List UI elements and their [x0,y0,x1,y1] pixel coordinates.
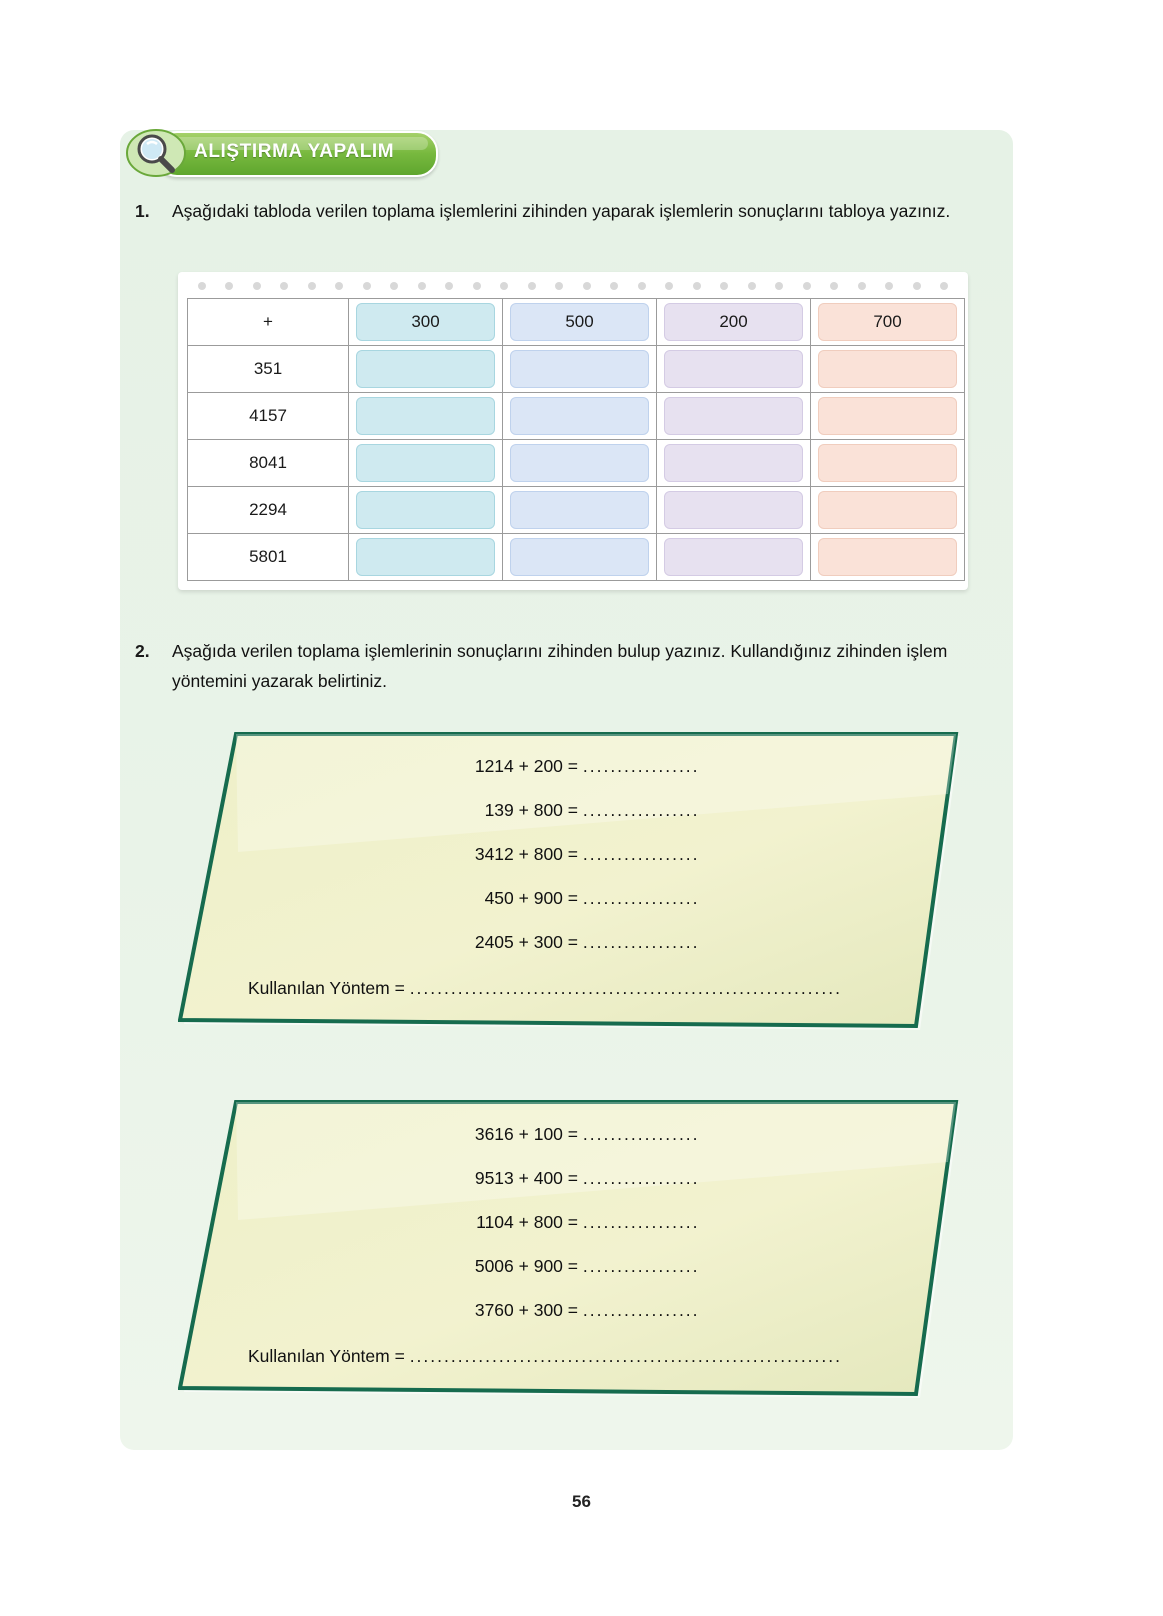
equation-left: 5006 + 900 = [474,1256,578,1276]
table-col-header-0 [349,299,503,346]
equation-row [428,1212,858,1233]
row-label-4: 5801 [188,534,349,581]
answer-cell-4-3[interactable] [811,534,965,581]
magnifier-icon [126,128,188,178]
equation-row [428,888,858,909]
question-2-text: Aşağıda verilen toplama işlemlerinin sonuçlarını zihinden bulup yazınız. Kullandığınız zihinden işlem yöntemini yazarak belirtiniz. [172,641,948,691]
equation-answer-blank[interactable]: ................. [582,844,700,864]
answer-chip[interactable] [664,397,803,435]
answer-cell-1-2[interactable] [657,393,811,440]
equation-row [428,1300,858,1321]
answer-cell-2-0[interactable] [349,440,503,487]
answer-chip[interactable] [510,397,649,435]
answer-chip[interactable] [356,444,495,482]
equation-left: 2405 + 300 = [474,932,578,952]
method-answer-blank[interactable]: ............................................................... [409,1346,842,1366]
equation-left: 3760 + 300 = [474,1300,578,1320]
answer-chip[interactable] [510,538,649,576]
answer-cell-4-2[interactable] [657,534,811,581]
row-label-3: 2294 [188,487,349,534]
answer-cell-4-0[interactable] [349,534,503,581]
answer-chip[interactable] [664,491,803,529]
table-row [188,534,965,581]
question-1-text: Aşağıdaki tabloda verilen toplama işlemlerini zihinden yaparak işlemlerin sonuçlarını tabloya yazınız. [172,201,951,221]
table-row [188,440,965,487]
method-row [248,1346,842,1367]
answer-chip[interactable] [664,350,803,388]
col-header-chip-1: 500 [510,303,649,341]
notebook-sheet [178,272,968,590]
table-col-header-1 [503,299,657,346]
equation-row [428,1256,858,1277]
col-header-chip-2: 200 [664,303,803,341]
row-label-2: 8041 [188,440,349,487]
answer-cell-1-1[interactable] [503,393,657,440]
row-label-1: 4157 [188,393,349,440]
equation-answer-blank[interactable]: ................. [582,1168,700,1188]
answer-chip[interactable] [664,538,803,576]
answer-chip[interactable] [818,444,957,482]
table-col-header-2 [657,299,811,346]
answer-cell-0-1[interactable] [503,346,657,393]
equation-row [428,1168,858,1189]
method-label: Kullanılan Yöntem = [248,978,405,998]
answer-chip[interactable] [356,491,495,529]
answer-cell-0-3[interactable] [811,346,965,393]
section-badge [120,128,450,178]
col-header-chip-0: 300 [356,303,495,341]
equation-left: 1214 + 200 = [474,756,578,776]
equation-row [428,756,858,777]
answer-chip[interactable] [356,397,495,435]
table-header-row [188,299,965,346]
equation-row [428,932,858,953]
equation-answer-blank[interactable]: ................. [582,932,700,952]
answer-cell-1-0[interactable] [349,393,503,440]
exercise-card-1 [178,732,968,1042]
answer-cell-2-1[interactable] [503,440,657,487]
answer-chip[interactable] [818,350,957,388]
answer-chip[interactable] [818,491,957,529]
answer-cell-3-1[interactable] [503,487,657,534]
equation-row [428,844,858,865]
answer-cell-1-3[interactable] [811,393,965,440]
answer-cell-4-1[interactable] [503,534,657,581]
answer-cell-2-2[interactable] [657,440,811,487]
equation-left: 139 + 800 = [484,800,578,820]
answer-chip[interactable] [664,444,803,482]
equation-answer-blank[interactable]: ................. [582,800,700,820]
equation-answer-blank[interactable]: ................. [582,1212,700,1232]
equation-row [428,1124,858,1145]
method-answer-blank[interactable]: ............................................................... [409,978,842,998]
question-2-number: 2. [135,641,150,661]
answer-cell-0-2[interactable] [657,346,811,393]
answer-chip[interactable] [818,397,957,435]
method-row [248,978,842,999]
answer-chip[interactable] [510,491,649,529]
equation-answer-blank[interactable]: ................. [582,1300,700,1320]
answer-chip[interactable] [510,350,649,388]
answer-chip[interactable] [356,538,495,576]
answer-cell-3-0[interactable] [349,487,503,534]
answer-chip[interactable] [510,444,649,482]
equation-left: 450 + 900 = [484,888,578,908]
equation-left: 3412 + 800 = [474,844,578,864]
page-number: 56 [572,1492,591,1511]
equation-answer-blank[interactable]: ................. [582,756,700,776]
answer-cell-3-2[interactable] [657,487,811,534]
equation-left: 1104 + 800 = [476,1212,578,1232]
table-row [188,393,965,440]
equation-left: 3616 + 100 = [474,1124,578,1144]
punch-holes [178,281,968,291]
col-header-chip-3: 700 [818,303,957,341]
answer-cell-0-0[interactable] [349,346,503,393]
badge-label: ALIŞTIRMA YAPALIM [194,141,395,162]
addition-table [187,298,965,581]
equation-left: 9513 + 400 = [474,1168,578,1188]
table-row [188,487,965,534]
table-row [188,346,965,393]
equation-answer-blank[interactable]: ................. [582,1124,700,1144]
equation-row [428,800,858,821]
table-corner-label: + [188,299,349,346]
equation-answer-blank[interactable]: ................. [582,1256,700,1276]
table-col-header-3 [811,299,965,346]
row-label-0: 351 [188,346,349,393]
equation-answer-blank[interactable]: ................. [582,888,700,908]
answer-cell-3-3[interactable] [811,487,965,534]
answer-chip[interactable] [818,538,957,576]
exercise-card-2 [178,1100,968,1410]
answer-cell-2-3[interactable] [811,440,965,487]
question-1-number: 1. [135,201,150,221]
method-label: Kullanılan Yöntem = [248,1346,405,1366]
answer-chip[interactable] [356,350,495,388]
